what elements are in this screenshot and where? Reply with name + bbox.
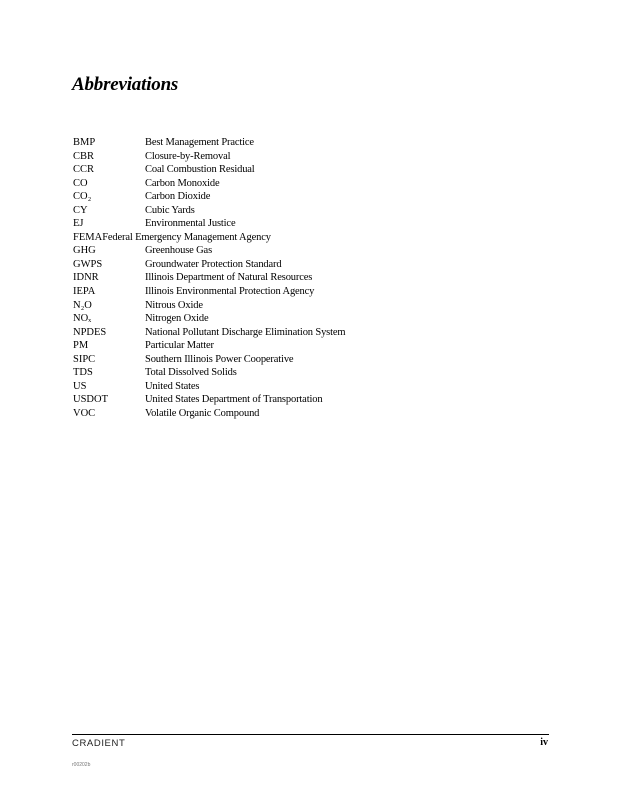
abbreviation-definition: National Pollutant Discharge Elimination System bbox=[145, 326, 346, 338]
abbreviation-code: IDNR bbox=[73, 272, 99, 284]
abbreviation-code: EJ bbox=[73, 218, 84, 230]
abbreviation-definition: Nitrogen Oxide bbox=[145, 313, 209, 325]
abbreviation-definition: Closure-by-Removal bbox=[145, 150, 231, 162]
abbreviation-code: PM bbox=[73, 340, 89, 352]
list-item bbox=[73, 217, 433, 231]
abbreviation-code: IEPA bbox=[73, 286, 96, 298]
list-item bbox=[73, 136, 433, 150]
abbreviation-definition: Volatile Organic Compound bbox=[145, 407, 260, 419]
abbreviation-code: SIPC bbox=[73, 353, 96, 365]
list-item bbox=[73, 299, 433, 313]
abbreviation-definition: United States bbox=[145, 380, 200, 392]
abbreviation-definition: Carbon Dioxide bbox=[145, 191, 211, 203]
abbreviation-definition: Cubic Yards bbox=[145, 204, 195, 216]
abbreviation-definition: Federal Emergency Management Agency bbox=[102, 231, 271, 243]
list-item bbox=[73, 285, 433, 299]
abbreviation-code: CBR bbox=[73, 150, 95, 162]
list-item bbox=[73, 231, 433, 245]
abbreviation-definition: Environmental Justice bbox=[145, 218, 236, 230]
page-number: iv bbox=[540, 737, 548, 748]
abbreviation-definition: Total Dissolved Solids bbox=[145, 367, 237, 379]
list-item bbox=[73, 380, 433, 394]
abbreviation-code: NPDES bbox=[73, 326, 107, 338]
abbreviation-definition: Nitrous Oxide bbox=[145, 299, 203, 311]
abbreviation-definition: Best Management Practice bbox=[145, 137, 254, 148]
abbreviation-definition: United States Department of Transportation bbox=[145, 394, 323, 406]
abbreviation-definition: Carbon Monoxide bbox=[145, 177, 220, 189]
abbreviation-definition: Groundwater Protection Standard bbox=[145, 258, 282, 270]
abbreviation-code: NOₓ bbox=[73, 313, 92, 325]
abbreviation-definition: Coal Combustion Residual bbox=[145, 164, 255, 176]
list-item bbox=[73, 393, 433, 407]
list-item bbox=[73, 326, 433, 340]
abbreviation-code: CO bbox=[73, 177, 88, 189]
list-item bbox=[73, 339, 433, 353]
list-item bbox=[73, 366, 433, 380]
list-item bbox=[73, 163, 433, 177]
abbreviation-code: US bbox=[73, 380, 87, 392]
abbreviation-code: BMP bbox=[73, 137, 96, 148]
footer-divider bbox=[72, 734, 549, 735]
list-item bbox=[73, 150, 433, 164]
abbreviation-code: CCR bbox=[73, 164, 95, 176]
page-title: Abbreviations bbox=[72, 74, 179, 95]
list-item bbox=[73, 204, 433, 218]
list-item bbox=[73, 312, 433, 326]
abbreviation-code: GHG bbox=[73, 245, 96, 257]
abbreviation-code: CO₂ bbox=[73, 191, 92, 203]
abbreviation-list bbox=[73, 136, 433, 420]
abbreviation-definition: Illinois Environmental Protection Agency bbox=[145, 286, 315, 298]
abbreviation-definition: Particular Matter bbox=[145, 340, 214, 352]
abbreviation-code: FEMA bbox=[73, 231, 103, 243]
list-item bbox=[73, 190, 433, 204]
company-logo: CRADIENT bbox=[72, 738, 126, 749]
abbreviation-code: N₂O bbox=[73, 299, 92, 311]
abbreviation-code: USDOT bbox=[73, 394, 109, 406]
list-item bbox=[73, 407, 433, 421]
abbreviation-code: TDS bbox=[73, 367, 93, 379]
abbreviation-definition: Southern Illinois Power Cooperative bbox=[145, 353, 294, 365]
abbreviation-definition: Greenhouse Gas bbox=[145, 245, 213, 257]
abbreviation-code: CY bbox=[73, 204, 88, 216]
abbreviation-code: VOC bbox=[73, 407, 96, 419]
abbreviation-code: GWPS bbox=[73, 258, 103, 270]
list-item bbox=[73, 271, 433, 285]
list-item bbox=[73, 258, 433, 272]
list-item bbox=[73, 353, 433, 367]
list-item bbox=[73, 177, 433, 191]
document-id: r00202b bbox=[72, 762, 91, 768]
abbreviation-definition: Illinois Department of Natural Resources bbox=[145, 272, 313, 284]
list-item bbox=[73, 244, 433, 258]
